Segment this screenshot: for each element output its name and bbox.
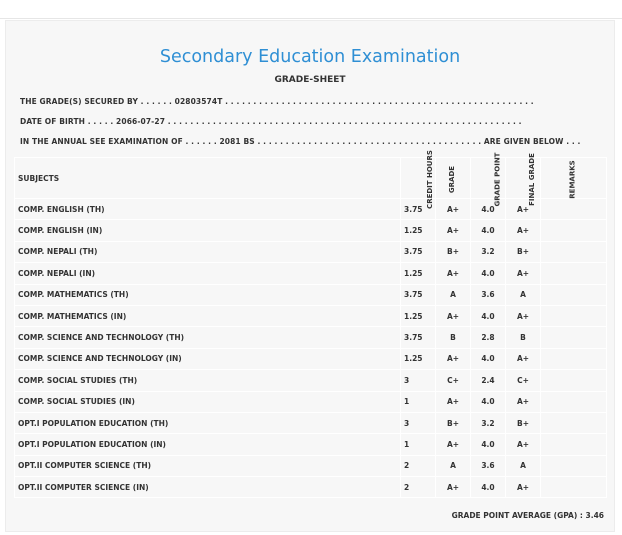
cell-final-grade: A+	[506, 434, 541, 455]
cell-final-grade: A+	[506, 199, 541, 220]
cell-subject: OPT.II COMPUTER SCIENCE (IN)	[15, 477, 401, 498]
cell-subject: OPT.II COMPUTER SCIENCE (TH)	[15, 455, 401, 476]
cell-remarks	[541, 241, 607, 262]
table-header-row	[15, 158, 607, 199]
table-row	[15, 434, 607, 455]
header-remarks	[541, 158, 607, 199]
cell-remarks	[541, 477, 607, 498]
cell-grade-point: 4.0	[471, 199, 506, 220]
cell-grade: A	[436, 284, 471, 305]
table-row	[15, 220, 607, 241]
cell-grade: C+	[436, 370, 471, 391]
cell-final-grade: C+	[506, 370, 541, 391]
cell-remarks	[541, 263, 607, 284]
table-row	[15, 284, 607, 305]
cell-remarks	[541, 284, 607, 305]
cell-grade: B+	[436, 412, 471, 433]
cell-final-grade: B+	[506, 412, 541, 433]
cell-credit-hours: 3	[401, 412, 436, 433]
cell-credit-hours: 3.75	[401, 284, 436, 305]
cell-grade-point: 4.0	[471, 263, 506, 284]
cell-grade-point: 4.0	[471, 434, 506, 455]
table-row	[15, 412, 607, 433]
cell-grade-point: 4.0	[471, 348, 506, 369]
table-row	[15, 241, 607, 262]
table-row	[15, 263, 607, 284]
cell-grade: A+	[436, 220, 471, 241]
cell-grade: A+	[436, 391, 471, 412]
cell-credit-hours: 3.75	[401, 199, 436, 220]
cell-grade-point: 3.2	[471, 412, 506, 433]
cell-final-grade: A+	[506, 263, 541, 284]
cell-credit-hours: 2	[401, 455, 436, 476]
cell-grade-point: 4.0	[471, 305, 506, 326]
cell-credit-hours: 1	[401, 434, 436, 455]
table-row	[15, 455, 607, 476]
table-row	[15, 391, 607, 412]
cell-remarks	[541, 391, 607, 412]
cell-final-grade: A	[506, 455, 541, 476]
info-date-of-birth: DATE OF BIRTH . . . . . 2066-07-27 . . . . . . . . . . . . . . . . . . . . . . . . . . . . . . . . . . . . . . . . . . . . . . . . . . . . . . . . . . . . . . .	[20, 117, 522, 126]
cell-grade-point: 3.6	[471, 284, 506, 305]
cell-credit-hours: 2	[401, 477, 436, 498]
header-final-grade-label: FINAL GRADE	[527, 152, 536, 206]
table-row	[15, 199, 607, 220]
page-title: Secondary Education Examination	[159, 47, 461, 67]
grade-sheet	[5, 20, 615, 532]
cell-remarks	[541, 305, 607, 326]
cell-credit-hours: 1	[401, 391, 436, 412]
table-row	[15, 348, 607, 369]
cell-grade: B+	[436, 241, 471, 262]
table-row	[15, 327, 607, 348]
cell-subject: COMP. NEPALI (IN)	[15, 263, 401, 284]
cell-subject: COMP. SCIENCE AND TECHNOLOGY (IN)	[15, 348, 401, 369]
cell-remarks	[541, 220, 607, 241]
cell-remarks	[541, 327, 607, 348]
cell-credit-hours: 3.75	[401, 241, 436, 262]
header-subjects: SUBJECTS	[15, 158, 401, 199]
info-secured-by: THE GRADE(S) SECURED BY . . . . . . 02803574T . . . . . . . . . . . . . . . . . . . . . . . . . . . . . . . . . . . . . . . . . . . . . . . . . . . . . . .	[20, 97, 534, 106]
info-examination: IN THE ANNUAL SEE EXAMINATION OF . . . . . . 2081 BS . . . . . . . . . . . . . . . . . . . . . . . . . . . . . . . . . . . . . . . . ARE GIVEN BELOW . . .	[20, 137, 581, 146]
cell-final-grade: A+	[506, 391, 541, 412]
cell-subject: COMP. SOCIAL STUDIES (IN)	[15, 391, 401, 412]
header-grade-point	[471, 152, 506, 206]
cell-subject: COMP. MATHEMATICS (IN)	[15, 305, 401, 326]
top-strip	[0, 0, 622, 19]
header-remarks-label: REMARKS	[568, 159, 577, 199]
cell-remarks	[541, 434, 607, 455]
header-grade-label: GRADE	[448, 165, 457, 193]
table-row	[15, 370, 607, 391]
cell-credit-hours: 3.75	[401, 327, 436, 348]
cell-final-grade: B	[506, 327, 541, 348]
cell-final-grade: A	[506, 284, 541, 305]
header-credit-hours-label: CREDIT HOURS	[425, 149, 434, 209]
cell-remarks	[541, 348, 607, 369]
cell-remarks	[541, 370, 607, 391]
cell-final-grade: A+	[506, 477, 541, 498]
header-grade	[436, 158, 471, 199]
cell-remarks	[541, 412, 607, 433]
cell-credit-hours: 1.25	[401, 348, 436, 369]
cell-grade: A+	[436, 434, 471, 455]
grades-table	[14, 149, 607, 498]
cell-subject: COMP. NEPALI (TH)	[15, 241, 401, 262]
cell-grade-point: 4.0	[471, 477, 506, 498]
cell-grade: A	[436, 455, 471, 476]
cell-grade-point: 4.0	[471, 220, 506, 241]
header-final-grade	[506, 152, 541, 206]
cell-grade-point: 2.8	[471, 327, 506, 348]
cell-grade: A+	[436, 199, 471, 220]
cell-final-grade: A+	[506, 220, 541, 241]
cell-credit-hours: 1.25	[401, 263, 436, 284]
header-grade-point-label: GRADE POINT	[493, 152, 502, 206]
cell-subject: COMP. SCIENCE AND TECHNOLOGY (TH)	[15, 327, 401, 348]
cell-grade-point: 4.0	[471, 391, 506, 412]
cell-remarks	[541, 455, 607, 476]
cell-final-grade: B+	[506, 241, 541, 262]
cell-credit-hours: 1.25	[401, 305, 436, 326]
cell-grade: A+	[436, 348, 471, 369]
cell-subject: OPT.I POPULATION EDUCATION (TH)	[15, 412, 401, 433]
cell-final-grade: A+	[506, 348, 541, 369]
cell-credit-hours: 3	[401, 370, 436, 391]
table-row	[15, 305, 607, 326]
table-row	[15, 477, 607, 498]
cell-grade: B	[436, 327, 471, 348]
cell-grade-point: 3.2	[471, 241, 506, 262]
cell-subject: OPT.I POPULATION EDUCATION (IN)	[15, 434, 401, 455]
cell-credit-hours: 1.25	[401, 220, 436, 241]
cell-grade: A+	[436, 477, 471, 498]
page-subtitle: GRADE-SHEET	[274, 75, 346, 85]
cell-final-grade: A+	[506, 305, 541, 326]
cell-grade: A+	[436, 263, 471, 284]
cell-grade-point: 2.4	[471, 370, 506, 391]
cell-subject: COMP. MATHEMATICS (TH)	[15, 284, 401, 305]
cell-remarks	[541, 199, 607, 220]
cell-subject: COMP. ENGLISH (IN)	[15, 220, 401, 241]
cell-grade-point: 3.6	[471, 455, 506, 476]
cell-subject: COMP. ENGLISH (TH)	[15, 199, 401, 220]
cell-subject: COMP. SOCIAL STUDIES (TH)	[15, 370, 401, 391]
gpa-summary: GRADE POINT AVERAGE (GPA) : 3.46	[451, 511, 604, 520]
cell-grade: A+	[436, 305, 471, 326]
